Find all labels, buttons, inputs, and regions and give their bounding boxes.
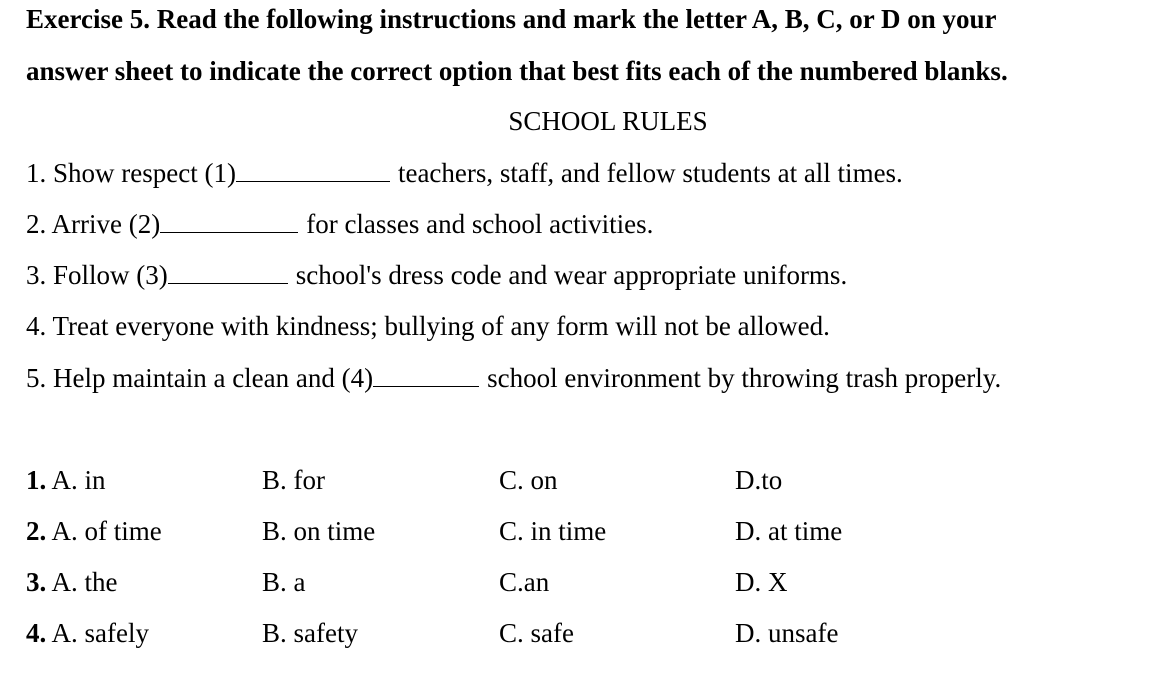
option-a: A. the <box>51 567 118 597</box>
rule-1-before: 1. Show respect (1) <box>26 158 236 188</box>
option-a: A. of time <box>51 516 162 546</box>
rule-5 <box>26 362 1001 394</box>
instruction-line-2: answer sheet to indicate the correct option that best fits each of the numbered blanks. <box>26 56 1008 86</box>
option-d: D. at time <box>735 516 843 546</box>
rule-5-before: 5. Help maintain a clean and (4) <box>26 363 374 393</box>
passage-title: SCHOOL RULES <box>508 106 708 136</box>
option-a: A. safely <box>51 618 149 648</box>
instruction-line-1: Exercise 5. Read the following instructions and mark the letter A, B, C, or D on your <box>26 4 997 34</box>
option-c: C.an <box>499 567 550 597</box>
option-b: B. a <box>262 567 306 597</box>
rule-2-after: for classes and school activities. <box>306 209 654 239</box>
option-d: D. unsafe <box>735 618 839 648</box>
blank-1 <box>236 157 390 182</box>
option-d: D. X <box>735 567 788 597</box>
rule-1 <box>26 157 903 189</box>
rule-4 <box>26 311 830 342</box>
option-b: B. for <box>262 465 325 495</box>
rule-2 <box>26 208 653 240</box>
blank-3 <box>168 259 288 284</box>
rule-3-after: school's dress code and wear appropriate uniforms. <box>295 260 848 290</box>
option-b: B. on time <box>262 516 376 546</box>
rule-5-after: school environment by throwing trash properly. <box>487 363 1002 393</box>
option-c: C. on <box>499 465 558 495</box>
rule-4-text: 4. Treat everyone with kindness; bullying of any form will not be allowed. <box>26 311 830 341</box>
rule-3 <box>26 259 847 291</box>
question-number: 2. <box>26 516 47 546</box>
option-b: B. safety <box>262 618 358 648</box>
option-a: A. in <box>51 465 106 495</box>
option-c: C. safe <box>499 618 574 648</box>
rule-3-before: 3. Follow (3) <box>26 260 168 290</box>
rule-2-before: 2. Arrive (2) <box>26 209 161 239</box>
option-d: D.to <box>735 465 783 495</box>
question-number: 1. <box>26 465 47 495</box>
blank-4 <box>373 362 479 387</box>
option-c: C. in time <box>499 516 607 546</box>
blank-2 <box>160 208 298 233</box>
rule-1-after: teachers, staff, and fellow students at all times. <box>397 158 903 188</box>
question-number: 3. <box>26 567 47 597</box>
question-number: 4. <box>26 618 47 648</box>
